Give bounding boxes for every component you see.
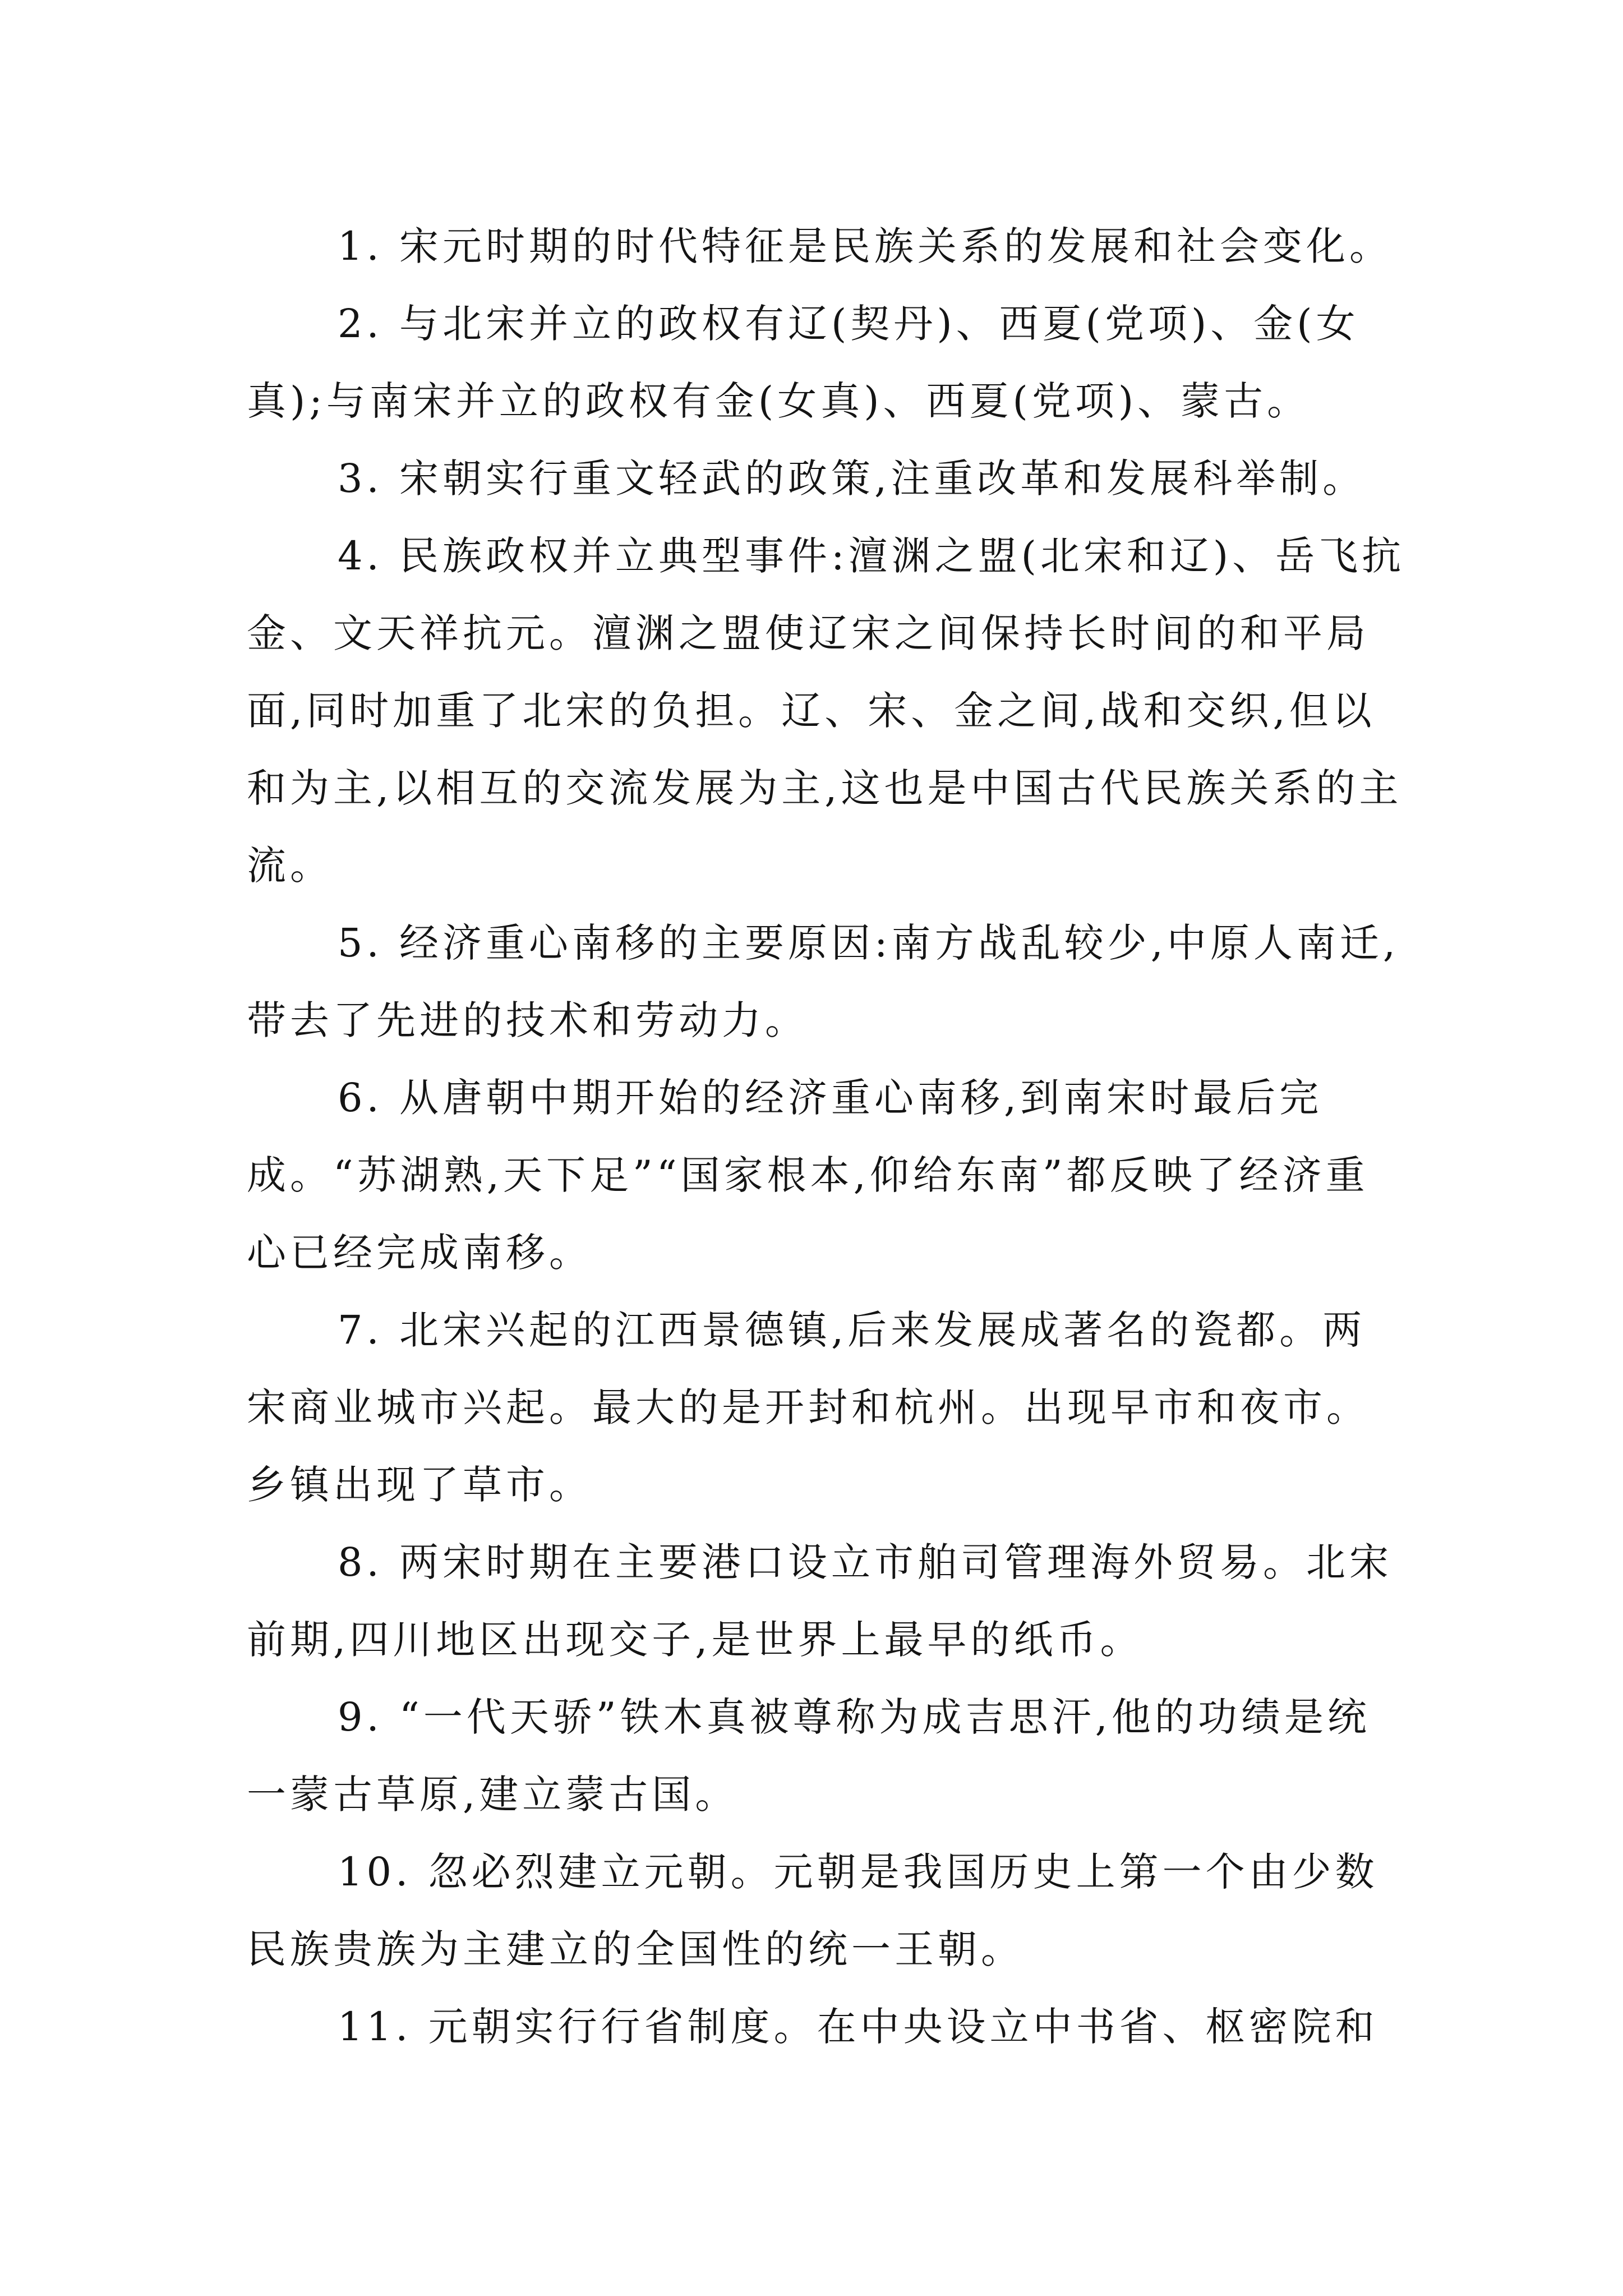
paragraph-10: 10. 忽必烈建立元朝。元朝是我国历史上第一个由少数民族贵族为主建立的全国性的统一王朝。 [247, 1849, 1378, 1972]
paragraph-9: 9. “一代天骄”铁木真被尊称为成吉思汗,他的功绩是统一蒙古草原,建立蒙古国。 [247, 1694, 1371, 1818]
document-body [247, 208, 1408, 2065]
paragraph-4: 4. 民族政权并立典型事件:澶渊之盟(北宋和辽)、岳飞抗金、文天祥抗元。澶渊之盟使辽宋之间保持长时间的和平局面,同时加重了北宋的负担。辽、宋、金之间,战和交织,但以和为主,以相互的交流发展为主,这也是中国古代民族关系的主流。 [247, 533, 1405, 889]
paragraph-8: 8. 两宋时期在主要港口设立市舶司管理海外贸易。北宋前期,四川地区出现交子,是世界上最早的纸币。 [247, 1539, 1393, 1663]
paragraph-7: 7. 北宋兴起的江西景德镇,后来发展成著名的瓷都。两宋商业城市兴起。最大的是开封和杭州。出现早市和夜市。乡镇出现了草市。 [247, 1307, 1370, 1508]
paragraph-5: 5. 经济重心南移的主要原因:南方战乱较少,中原人南迁,带去了先进的技术和劳动力。 [247, 920, 1400, 1043]
paragraph-6: 6. 从唐朝中期开始的经济重心南移,到南宋时最后完成。“苏湖熟,天下足”“国家根本,仰给东南”都反映了经济重心已经完成南移。 [247, 1075, 1369, 1276]
paragraph-1: 1. 宋元时期的时代特征是民族关系的发展和社会变化。 [338, 223, 1393, 269]
paragraph-3: 3. 宋朝实行重文轻武的政策,注重改革和发展科举制。 [338, 455, 1366, 501]
paragraph-11: 11. 元朝实行行省制度。在中央设立中书省、枢密院和 [338, 2004, 1378, 2050]
paragraph-2: 2. 与北宋并立的政权有辽(契丹)、西夏(党项)、金(女真);与南宋并立的政权有金(女真)、西夏(党项)、蒙古。 [247, 301, 1359, 424]
